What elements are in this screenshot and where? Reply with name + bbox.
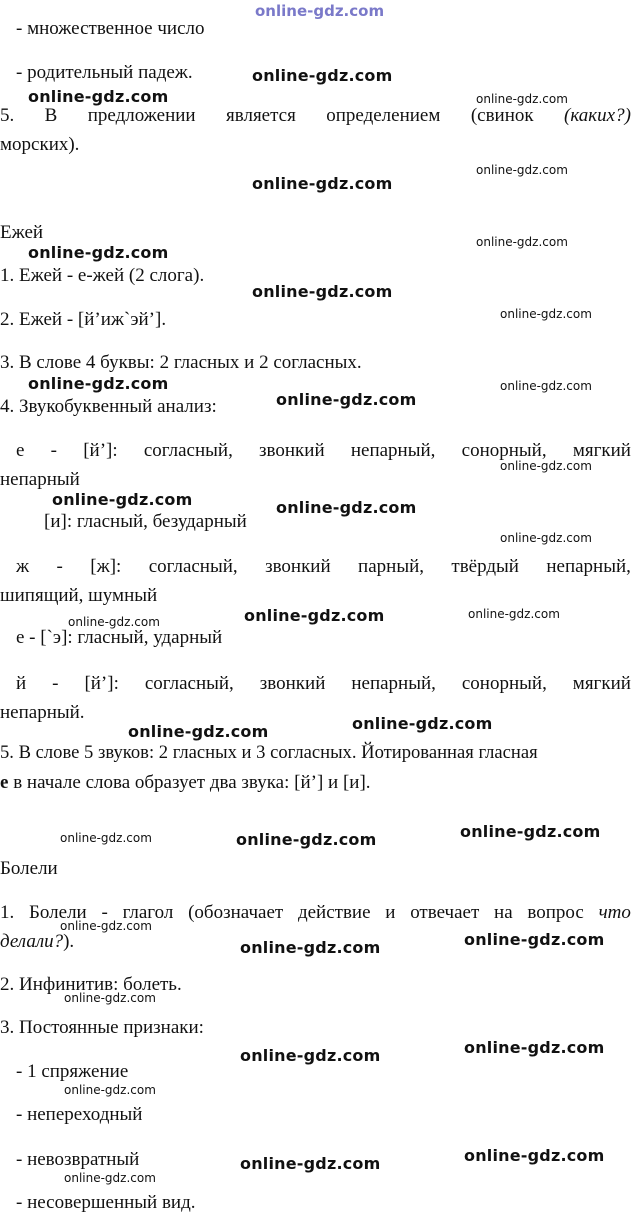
watermark-label: online-gdz.com [500,307,592,321]
word: согласный, [143,440,233,461]
word: В [44,105,58,126]
text-plural: - множественное число [16,18,205,39]
boleli-item2: 2. Инфинитив: болеть. [0,974,182,995]
analysis-y-line1 [16,673,631,695]
word: - [52,673,59,694]
watermark-label: online-gdz.com [468,607,560,621]
watermark-label: online-gdz.com [352,714,493,733]
ezhey-item4: 4. Звукобуквенный анализ: [0,396,217,417]
word: на [494,902,513,923]
boleli-item1-line2 [0,931,74,953]
watermark-label: online-gdz.com [500,379,592,393]
word: является [226,105,296,126]
word: действие [297,902,371,923]
watermark-label: online-gdz.com [240,1154,381,1173]
watermark-label: online-gdz.com [476,163,568,177]
watermark-label: online-gdz.com [500,531,592,545]
watermark-label: online-gdz.com [464,1038,605,1057]
watermark-label: online-gdz.com [276,498,417,517]
word: (обозначает [188,902,284,923]
question-italic: делали? [0,931,64,952]
word: мягкий [572,440,631,461]
word: парный, [358,556,424,577]
analysis-zh-line1 [16,556,631,578]
word: предложении [87,105,196,126]
section1-item5-line2: морских). [0,134,80,155]
word: - [101,902,108,923]
word: сонорный, [461,673,547,694]
item5-line2-rest: в начале слова образует два звука: [й’] и [и]. [8,772,371,793]
word: - [50,440,57,461]
watermark-label: online-gdz.com [28,243,169,262]
watermark-label: online-gdz.com [28,374,169,393]
analysis-y-line2: непарный. [0,702,85,723]
analysis-zh-line2: шипящий, шумный [0,585,158,606]
ezhey-item5-line2 [0,772,371,794]
feature-intransitive: - непереходный [16,1104,143,1125]
word: сонорный, [461,440,547,461]
watermark-label: online-gdz.com [464,930,605,949]
word: звонкий [259,440,325,461]
watermark-label: online-gdz.com [236,830,377,849]
word: и [385,902,396,923]
watermark-label: online-gdz.com [500,459,592,473]
word: Болели [29,902,87,923]
watermark-label: online-gdz.com [276,390,417,409]
word: мягкий [572,673,631,694]
watermark-label: online-gdz.com [244,606,385,625]
ezhey-item3: 3. В слове 4 буквы: 2 гласных и 2 согласных. [0,352,362,373]
word-italic: (каких?) [564,105,631,126]
watermark-label: online-gdz.com [60,919,152,933]
watermark-label: online-gdz.com [60,831,152,845]
word: - [56,556,63,577]
section-title-boleli: Болели [0,858,58,879]
text-genitive: - родительный падеж. [16,62,193,83]
analysis-e2-line: е - [`э]: гласный, ударный [16,627,223,648]
word: ж [16,556,30,577]
watermark-label: online-gdz.com [460,822,601,841]
ezhey-item5-line1: 5. В слове 5 звуков: 2 гласных и 3 согласных. Йотированная гласная [0,742,538,763]
watermark-label: online-gdz.com [240,938,381,957]
word: е [16,440,25,461]
section-title-ezhey: Ежей [0,222,44,243]
watermark-label: online-gdz.com [252,282,393,301]
word: [й’]: [84,673,119,694]
watermark-top: online-gdz.com [255,2,385,20]
feature-aspect: - несовершенный вид. [16,1192,196,1213]
word: согласный, [144,673,234,694]
watermark-label: online-gdz.com [64,1083,156,1097]
word: звонкий [265,556,331,577]
analysis-e-line2: непарный [0,469,80,490]
watermark-label: online-gdz.com [52,490,193,509]
feature-nonreflexive: - невозвратный [16,1149,140,1170]
watermark-label: online-gdz.com [476,92,568,106]
watermark-label: online-gdz.com [252,174,393,193]
watermark-label: online-gdz.com [128,722,269,741]
word-italic: что [598,902,631,923]
bold-letter-e: е [0,772,9,793]
ezhey-item2: 2. Ежей - [й’иж`эй’]. [0,309,167,330]
analysis-i-line: [и]: гласный, безударный [44,511,247,532]
watermark-label: online-gdz.com [28,87,169,106]
word: [ж]: [90,556,122,577]
closing-paren: ). [63,931,75,952]
word: непарный, [546,556,631,577]
feature-conjugation: - 1 спряжение [16,1061,129,1082]
word: отвечает [410,902,480,923]
watermark-label: online-gdz.com [476,235,568,249]
watermark-label: online-gdz.com [464,1146,605,1165]
word: 5. [0,105,15,126]
watermark-label: online-gdz.com [240,1046,381,1065]
word: [й’]: [83,440,118,461]
word: звонкий [259,673,326,694]
word: согласный, [148,556,238,577]
watermark-label: online-gdz.com [68,615,160,629]
word: 1. [0,902,15,923]
ezhey-item1: 1. Ежей - е-жей (2 слога). [0,265,205,286]
word: определением [326,105,441,126]
watermark-label: online-gdz.com [64,1171,156,1185]
word: глагол [122,902,174,923]
word: непарный, [351,673,436,694]
watermark-label: online-gdz.com [252,66,393,85]
word: вопрос [527,902,584,923]
word: непарный, [350,440,436,461]
watermark-label: online-gdz.com [64,991,156,1005]
word: (свинок [470,105,534,126]
word: й [16,673,27,694]
word: твёрдый [451,556,519,577]
boleli-item3: 3. Постоянные признаки: [0,1017,204,1038]
section1-item5-line1 [0,105,631,127]
